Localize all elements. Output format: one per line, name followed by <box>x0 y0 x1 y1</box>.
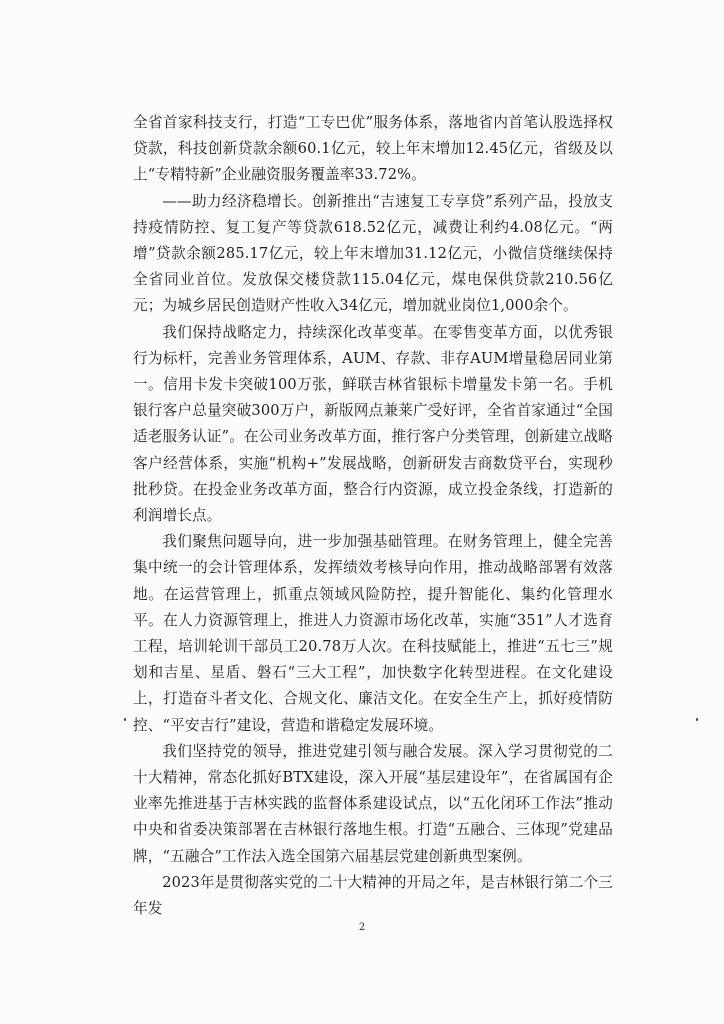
page-number: 2 <box>358 922 366 933</box>
paragraph-basic-management: 我们聚焦问题导向，进一步加强基础管理。在财务管理上，健全完善集中统一的会计管理体系，发挥绩效考核导向作用，推动战略部署有效落地。在运营管理上，抓重点领域风险防控，提升智能化、集约化管理水平。在人力资源管理上，推进人力资源市场化改革，实施“351”人才选育工程，培训轮训干部员工20.78万人次。在科技赋能上，推进“五七三”规划和吉星、星盾、磐石“三大工程”，加快数字化转型进程。在文化建设上，打造奋斗者文化、合规文化、廉洁文化。在安全生产上，抓好疫情防控、“平安吉行”建设，营造和谐稳定发展环境。 <box>133 533 613 734</box>
paragraph-2023-outlook: 2023年是贯彻落实党的二十大精神的开局之年，是吉林银行第二个三年发 <box>133 873 613 918</box>
body-text <box>133 110 613 922</box>
paragraph-economic-growth: ——助力经济稳增长。创新推出“吉速复工专享贷”系列产品，投放支持疫情防控、复工复产等贷款618.52亿元，减费让利约4.08亿元。“两增”贷款余额285.17亿元，较上年末增加31.12亿元，小微信贷继续保持全省同业首位。发放保交楼贷款115.04亿元，煤电保供贷款210.56亿元；为城乡居民创造财产性收入34亿元，增加就业岗位1,000余个。 <box>133 192 613 315</box>
scan-speck <box>124 718 126 721</box>
paragraph-reform: 我们保持战略定力，持续深化改革变革。在零售变革方面，以优秀银行为标杆，完善业务管理体系，AUM、存款、非存AUM增量稳居同业第一。信用卡发卡突破100万张，鲜联吉林省银标卡增量发卡第一名。手机银行客户总量突破300万户，新版网点兼莱广受好评，全省首家通过“全国适老服务认证”。在公司业务改革方面，推行客户分类管理，创新建立战略客户经营体系，实施“机构+”发展战略，创新研发吉商数贷平台，实现秒批秒贷。在投金业务改革方面，整合行内资源，成立投金条线，打造新的利润增长点。 <box>133 323 613 525</box>
paragraph-party-leadership: 我们坚持党的领导，推进党建引领与融合发展。深入学习贯彻党的二十大精神，常态化抓好BTX建设，深入开展“基层建设年”，在省属国有企业率先推进基于吉林实践的监督体系建设试点，以“五化闭环工作法”推动中央和省委决策部署在吉林银行落地生根。打造“五融合、三体现”党建品牌，“五融合”工作法入选全国第六届基层党建创新典型案例。 <box>133 742 613 865</box>
scan-speck <box>696 718 698 721</box>
paragraph-tech-finance: 全省首家科技支行，打造“工专巴优”服务体系，落地省内首笔认股选择权贷款，科技创新贷款余额60.1亿元，较上年末增加12.45亿元，省级及以上“专精特新”企业融资服务覆盖率33.72%。 <box>133 114 613 184</box>
